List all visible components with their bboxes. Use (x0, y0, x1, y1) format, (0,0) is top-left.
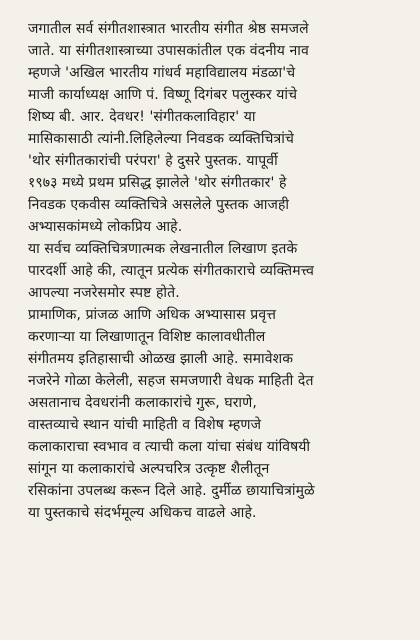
text-line: शिष्य बी. आर. देवधर! 'संगीतकलाविहार' या (28, 109, 256, 125)
text-line: मासिकासाठी त्यांनी.लिहिलेल्या निवडक व्यक्तिचित्रांचे (28, 131, 294, 147)
text-line: जाते. या संगीतशास्त्राच्या उपासकांतील एक वंदनीय नाव (28, 43, 309, 59)
text-line: रसिकांना उपलब्ध करून दिले आहे. दुर्मीळ छायाचित्रांमुळे (28, 483, 315, 499)
text-line: प्रामाणिक, प्रांजळ आणि अधिक अभ्यासास प्रवृत्त (28, 307, 276, 323)
text-line: असतानाच देवधरांनी कलाकारांचे गुरू, घराणे, (28, 395, 257, 411)
text-line: कलाकाराचा स्वभाव व त्याची कला यांचा संबंध यांविषयी (28, 439, 311, 455)
text-line: जगातील सर्व संगीतशास्त्रात भारतीय संगीत श्रेष्ठ समजले (28, 21, 309, 37)
text-line: नजरेने गोळा केलेली, सहज समजणारी वेधक माहिती देत (28, 373, 314, 389)
text-line: अभ्यासकांमध्ये लोकप्रिय आहे. (28, 219, 183, 235)
text-line: माजी कार्याध्यक्ष आणि पं. विष्णू दिगंबर पलुस्कर यांचे (28, 87, 298, 103)
text-line: करणाऱ्या या लिखाणातून विशिष्ट कालावधीतील (28, 329, 266, 345)
text-line: १९७३ मध्ये प्रथम प्रसिद्ध झालेले 'थोर संगीतकार' हे (28, 175, 287, 191)
text-line: निवडक एकवीस व्यक्तिचित्रे असलेले पुस्तक आजही (28, 197, 290, 213)
text-line: या पुस्तकाचे संदर्भमूल्य अधिकच वाढले आहे. (28, 505, 257, 521)
text-line: 'थोर संगीतकारांची परंपरा' हे दुसरे पुस्तक. यापूर्वी (28, 153, 278, 169)
text-line: सांगून या कलाकारांचे अल्पचरित्र उत्कृष्ट शैलीतून (28, 461, 270, 477)
text-line: पारदर्शी आहे की, त्यातून प्रत्येक संगीतकाराचे व्यक्तिमत्त्व (28, 263, 315, 279)
text-line: संगीतमय इतिहासाची ओळख झाली आहे. समावेशक (28, 351, 294, 367)
text-line: वास्तव्याचे स्थान यांची माहिती व विशेष म्हणजे (28, 417, 262, 433)
text-line: या सर्वच व्यक्तिचित्रणात्मक लेखनातील लिखाण इतके (28, 241, 298, 257)
text-line: आपल्या नजरेसमोर स्पष्ट होते. (28, 285, 180, 301)
paragraph-2 (28, 238, 406, 304)
paragraph-3 (28, 304, 406, 524)
paragraph-1 (28, 18, 406, 238)
text-line: म्हणजे 'अखिल भारतीय गांधर्व महाविद्यालय मंडळा'चे (28, 65, 296, 81)
